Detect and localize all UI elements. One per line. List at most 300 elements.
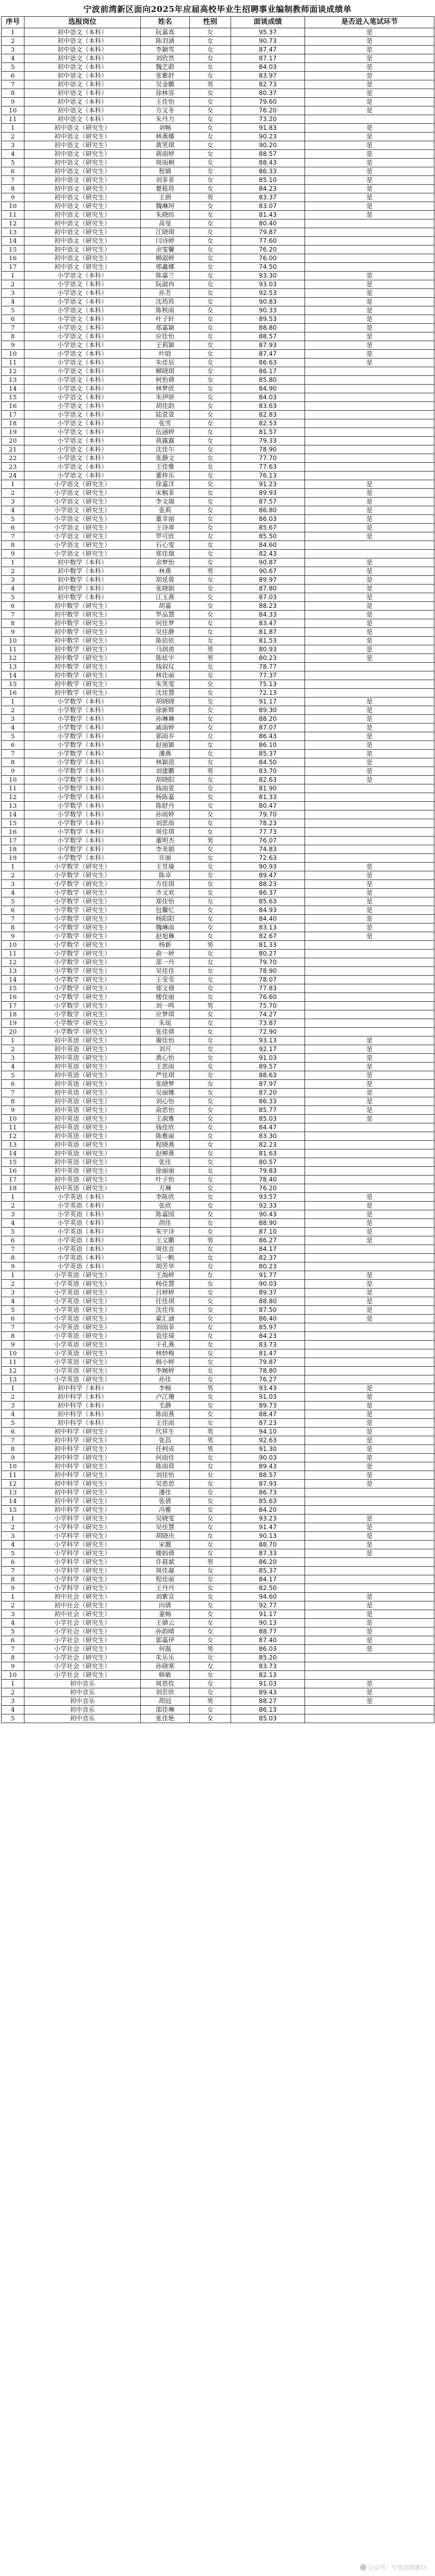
cell-name: 何雨佳: [141, 1454, 190, 1462]
cell-gender: 女: [190, 1219, 231, 1228]
cell-index: 23: [2, 463, 24, 472]
cell-post: 初中英语（研究生）: [24, 1071, 141, 1080]
cell-gender: 女: [190, 428, 231, 437]
cell-post: 小学语文（本科）: [24, 280, 141, 289]
cell-written-exam: 是: [305, 332, 434, 341]
cell-name: 王朗: [141, 193, 190, 202]
cell-name: 胡晓庆: [141, 1532, 190, 1541]
table-row: [2, 463, 434, 472]
cell-written-exam: 是: [305, 159, 434, 167]
cell-index: 10: [2, 350, 24, 359]
cell-index: 10: [2, 1462, 24, 1471]
cell-score: 85.63: [231, 1497, 305, 1506]
cell-written-exam: 是: [305, 558, 434, 567]
cell-name: 张佳: [141, 1158, 190, 1167]
cell-score: 85.97: [231, 1323, 305, 1332]
cell-gender: 女: [190, 915, 231, 923]
table-row: [2, 1714, 434, 1723]
cell-gender: 女: [190, 498, 231, 506]
cell-score: 88.43: [231, 159, 305, 167]
cell-post: 小学语文（研究生）: [24, 489, 141, 498]
cell-score: 91.23: [231, 480, 305, 489]
table-row: [2, 185, 434, 193]
table-row: [2, 1636, 434, 1645]
cell-index: 1: [2, 698, 24, 706]
cell-written-exam: 是: [305, 1036, 434, 1045]
cell-gender: 女: [190, 1628, 231, 1636]
table-row: [2, 1523, 434, 1532]
cell-name: 魏艺蔚: [141, 63, 190, 72]
cell-name: 周佳琪: [141, 828, 190, 837]
cell-name: 孙芳: [141, 289, 190, 298]
cell-name: 刘雨菲: [141, 1323, 190, 1332]
cell-gender: 女: [190, 863, 231, 871]
cell-written-exam: 是: [305, 1097, 434, 1106]
cell-index: 11: [2, 1471, 24, 1480]
cell-index: 7: [2, 1436, 24, 1445]
cell-written-exam: 是: [305, 932, 434, 941]
cell-index: 14: [2, 811, 24, 819]
table-row: [2, 1010, 434, 1019]
cell-written-exam: 是: [305, 1593, 434, 1601]
cell-name: 张紫舒: [141, 72, 190, 80]
cell-post: 初中语文（本科）: [24, 98, 141, 106]
cell-gender: 女: [190, 1280, 231, 1289]
cell-post: 小学英语（本科）: [24, 1219, 141, 1228]
cell-gender: 女: [190, 341, 231, 350]
table-row: [2, 1297, 434, 1306]
cell-index: 5: [2, 1419, 24, 1428]
cell-written-exam: [305, 689, 434, 698]
cell-gender: 女: [190, 1089, 231, 1097]
cell-written-exam: 是: [305, 1402, 434, 1410]
cell-written-exam: [305, 1367, 434, 1375]
table-row: [2, 193, 434, 202]
cell-score: 88.63: [231, 1071, 305, 1080]
cell-score: 79.70: [231, 958, 305, 967]
cell-index: 11: [2, 1358, 24, 1367]
document-title: 宁波前湾新区面向2025年应届高校毕业生招聘事业编制教师面谈成绩单: [83, 4, 352, 14]
cell-gender: 女: [190, 1115, 231, 1123]
cell-post: 小学数学（本科）: [24, 750, 141, 758]
cell-gender: 女: [190, 124, 231, 133]
cell-score: 91.03: [231, 1680, 305, 1688]
cell-post: 小学数学（研究生）: [24, 889, 141, 897]
cell-post: 小学数学（研究生）: [24, 923, 141, 932]
table-row: [2, 72, 434, 80]
cell-index: 1: [2, 1680, 24, 1688]
cell-post: 小学语文（本科）: [24, 454, 141, 463]
cell-score: 86.10: [231, 741, 305, 750]
cell-index: 13: [2, 802, 24, 811]
cell-written-exam: [305, 802, 434, 811]
cell-post: 初中科学（研究生）: [24, 1488, 141, 1497]
cell-written-exam: 是: [305, 1549, 434, 1558]
cell-gender: 女: [190, 1289, 231, 1297]
cell-post: 初中数学（本科）: [24, 585, 141, 593]
cell-index: 13: [2, 1488, 24, 1497]
table-row: [2, 1645, 434, 1654]
cell-name: 张莉: [141, 506, 190, 515]
cell-gender: 女: [190, 1619, 231, 1628]
cell-score: 73.87: [231, 1019, 305, 1028]
cell-index: 5: [2, 897, 24, 906]
table-header: [2, 17, 434, 28]
table-row: [2, 880, 434, 889]
cell-index: 8: [2, 185, 24, 193]
cell-gender: 男: [190, 837, 231, 845]
cell-index: 3: [2, 1402, 24, 1410]
cell-post: 小学数学（本科）: [24, 819, 141, 828]
cell-index: 2: [2, 37, 24, 46]
table-row: [2, 871, 434, 880]
cell-name: 孙佳: [141, 1375, 190, 1384]
cell-name: 何磊: [141, 1645, 190, 1654]
cell-name: 刘菲菲: [141, 176, 190, 185]
cell-index: 9: [2, 341, 24, 350]
table-row: [2, 1402, 434, 1410]
cell-post: 小学英语（本科）: [24, 1202, 141, 1210]
cell-score: 84.33: [231, 611, 305, 619]
cell-index: 3: [2, 46, 24, 54]
cell-score: 87.23: [231, 1419, 305, 1428]
cell-score: 80.40: [231, 219, 305, 228]
table-row: [2, 637, 434, 645]
cell-written-exam: [305, 1375, 434, 1384]
cell-gender: 女: [190, 819, 231, 828]
cell-score: 95.37: [231, 28, 305, 37]
cell-post: 小学社会（研究生）: [24, 1619, 141, 1628]
cell-score: 87.93: [231, 1480, 305, 1488]
cell-post: 小学数学（本科）: [24, 706, 141, 715]
cell-written-exam: 是: [305, 645, 434, 654]
cell-name: 宋枫菲: [141, 489, 190, 498]
cell-index: 6: [2, 1558, 24, 1567]
cell-gender: 女: [190, 593, 231, 602]
cell-gender: 女: [190, 445, 231, 454]
cell-gender: 女: [190, 89, 231, 98]
cell-score: 84.17: [231, 1245, 305, 1254]
cell-gender: 女: [190, 628, 231, 637]
cell-name: 罗可欣: [141, 532, 190, 541]
table-row: [2, 1367, 434, 1375]
cell-score: 81.90: [231, 784, 305, 793]
cell-gender: 女: [190, 1297, 231, 1306]
cell-written-exam: 是: [305, 698, 434, 706]
cell-gender: 女: [190, 906, 231, 915]
cell-index: 3: [2, 498, 24, 506]
cell-post: 初中英语（研究生）: [24, 1184, 141, 1193]
cell-name: 吕婷婷: [141, 1289, 190, 1297]
cell-score: 90.83: [231, 298, 305, 306]
table-row: [2, 558, 434, 567]
cell-index: 9: [2, 1662, 24, 1671]
cell-written-exam: [305, 237, 434, 246]
cell-post: 小学语文（本科）: [24, 289, 141, 298]
cell-index: 16: [2, 1167, 24, 1176]
cell-gender: 女: [190, 758, 231, 767]
cell-written-exam: 是: [305, 193, 434, 202]
cell-index: 5: [2, 593, 24, 602]
cell-gender: 女: [190, 741, 231, 750]
cell-score: 89.47: [231, 871, 305, 880]
table-row: [2, 1184, 434, 1193]
cell-gender: 女: [190, 1584, 231, 1593]
cell-score: 88.57: [231, 332, 305, 341]
cell-written-exam: [305, 1341, 434, 1349]
cell-post: 小学语文（本科）: [24, 306, 141, 315]
cell-written-exam: 是: [305, 767, 434, 776]
cell-written-exam: 是: [305, 1454, 434, 1462]
cell-name: 刘心怡: [141, 1097, 190, 1106]
cell-post: 初中语文（研究生）: [24, 124, 141, 133]
cell-score: 86.40: [231, 1315, 305, 1323]
cell-name: 任柯成: [141, 1445, 190, 1454]
cell-index: 6: [2, 1080, 24, 1089]
cell-name: 张静文: [141, 454, 190, 463]
cell-score: 87.93: [231, 341, 305, 350]
cell-name: 朱晓纺: [141, 211, 190, 219]
cell-gender: 女: [190, 784, 231, 793]
cell-index: 10: [2, 106, 24, 115]
cell-index: 8: [2, 541, 24, 550]
cell-written-exam: [305, 967, 434, 976]
cell-index: 6: [2, 1315, 24, 1323]
cell-gender: 女: [190, 515, 231, 524]
cell-name: 任佳琪: [141, 1297, 190, 1306]
cell-name: 吴佳佳: [141, 967, 190, 976]
cell-index: 4: [2, 298, 24, 306]
cell-index: 2: [2, 871, 24, 880]
cell-index: 11: [2, 115, 24, 124]
cell-score: 77.73: [231, 828, 305, 837]
cell-written-exam: [305, 828, 434, 837]
cell-index: 2: [2, 1280, 24, 1289]
cell-post: 小学数学（本科）: [24, 802, 141, 811]
cell-gender: 女: [190, 1671, 231, 1680]
cell-name: 张佳艳: [141, 1714, 190, 1723]
cell-index: 9: [2, 550, 24, 558]
table-row: [2, 54, 434, 63]
cell-written-exam: 是: [305, 506, 434, 515]
cell-written-exam: 是: [305, 489, 434, 498]
cell-gender: 女: [190, 750, 231, 758]
cell-index: 1: [2, 28, 24, 37]
cell-index: 4: [2, 54, 24, 63]
table-row: [2, 1071, 434, 1080]
table-row: [2, 1289, 434, 1297]
cell-post: 小学英语（研究生）: [24, 1289, 141, 1297]
cell-index: 7: [2, 176, 24, 185]
cell-score: 76.60: [231, 993, 305, 1002]
cell-written-exam: 是: [305, 1210, 434, 1219]
table-row: [2, 63, 434, 72]
cell-post: 小学英语（研究生）: [24, 1297, 141, 1306]
cell-name: 朱瑶: [141, 1019, 190, 1028]
cell-gender: 女: [190, 1488, 231, 1497]
cell-index: 2: [2, 706, 24, 715]
cell-gender: 女: [190, 776, 231, 784]
cell-gender: 男: [190, 1002, 231, 1010]
cell-index: 17: [2, 1002, 24, 1010]
cell-written-exam: [305, 263, 434, 272]
cell-written-exam: 是: [305, 1202, 434, 1210]
cell-index: 10: [2, 202, 24, 211]
cell-index: 1: [2, 1271, 24, 1280]
cell-name: 吴丽娜: [141, 1089, 190, 1097]
cell-name: 俞思怡: [141, 1106, 190, 1115]
cell-gender: 女: [190, 1419, 231, 1428]
cell-score: 86.33: [231, 167, 305, 176]
cell-post: 小学语文（本科）: [24, 437, 141, 445]
cell-written-exam: 是: [305, 1628, 434, 1636]
table-row: [2, 732, 434, 741]
cell-post: 小学数学（本科）: [24, 767, 141, 776]
cell-gender: 女: [190, 976, 231, 984]
cell-gender: 男: [190, 80, 231, 89]
cell-post: 初中科学（本科）: [24, 1410, 141, 1419]
table-row: [2, 106, 434, 115]
cell-name: 郑嘉颖: [141, 324, 190, 332]
cell-post: 初中社会（研究生）: [24, 1610, 141, 1619]
cell-index: 16: [2, 254, 24, 263]
cell-gender: 女: [190, 228, 231, 237]
cell-post: 初中数学（研究生）: [24, 689, 141, 698]
watermark: [360, 2563, 428, 2572]
cell-gender: 女: [190, 1341, 231, 1349]
cell-name: 方文冬: [141, 106, 190, 115]
cell-post: 小学语文（本科）: [24, 428, 141, 437]
cell-written-exam: 是: [305, 1428, 434, 1436]
cell-post: 小学语文（研究生）: [24, 541, 141, 550]
cell-index: 7: [2, 915, 24, 923]
cell-gender: 女: [190, 663, 231, 671]
cell-written-exam: [305, 845, 434, 854]
cell-score: 88.80: [231, 324, 305, 332]
table-row: [2, 472, 434, 480]
cell-name: 王丹丹: [141, 1584, 190, 1593]
cell-name: 邢鑫娜: [141, 263, 190, 272]
cell-written-exam: 是: [305, 863, 434, 871]
cell-gender: 女: [190, 315, 231, 324]
cell-written-exam: [305, 1245, 434, 1254]
cell-written-exam: 是: [305, 1384, 434, 1393]
cell-name: 阮嘉真: [141, 28, 190, 37]
cell-name: 吴晓雯: [141, 1515, 190, 1523]
table-row: [2, 663, 434, 671]
cell-score: 78.07: [231, 976, 305, 984]
cell-post: 初中语文（本科）: [24, 46, 141, 54]
cell-gender: 女: [190, 272, 231, 280]
cell-index: 12: [2, 1367, 24, 1375]
cell-gender: 男: [190, 1645, 231, 1654]
cell-gender: 女: [190, 1315, 231, 1323]
cell-written-exam: 是: [305, 611, 434, 619]
table-row: [2, 359, 434, 367]
table-row: [2, 1575, 434, 1584]
cell-index: 19: [2, 428, 24, 437]
cell-written-exam: 是: [305, 915, 434, 923]
table-row: [2, 1262, 434, 1271]
cell-gender: 女: [190, 1184, 231, 1193]
cell-gender: 女: [190, 671, 231, 680]
cell-post: 初中英语（研究生）: [24, 1080, 141, 1089]
cell-index: 11: [2, 784, 24, 793]
cell-score: 91.30: [231, 1445, 305, 1454]
cell-name: 刘思雨: [141, 819, 190, 828]
cell-gender: 男: [190, 567, 231, 576]
cell-written-exam: 是: [305, 758, 434, 767]
cell-gender: 女: [190, 1454, 231, 1462]
cell-index: 6: [2, 1636, 24, 1645]
cell-score: 85.63: [231, 897, 305, 906]
cell-written-exam: 是: [305, 150, 434, 159]
cell-name: 吴佳静: [141, 628, 190, 637]
cell-post: 小学语文（本科）: [24, 341, 141, 350]
cell-score: 79.87: [231, 228, 305, 237]
table-row: [2, 1506, 434, 1515]
cell-gender: 女: [190, 1358, 231, 1367]
cell-index: 13: [2, 376, 24, 385]
cell-name: 李文瑞: [141, 498, 190, 506]
cell-score: 85.20: [231, 1654, 305, 1662]
table-row: [2, 1254, 434, 1262]
table-row: [2, 698, 434, 706]
table-row: [2, 828, 434, 837]
cell-gender: 男: [190, 193, 231, 202]
cell-score: 77.37: [231, 671, 305, 680]
cell-index: 10: [2, 1115, 24, 1123]
cell-name: 张倩: [141, 1497, 190, 1506]
cell-gender: 女: [190, 1010, 231, 1019]
table-row: [2, 1271, 434, 1280]
cell-written-exam: 是: [305, 732, 434, 741]
cell-post: 小学数学（本科）: [24, 845, 141, 854]
cell-index: 8: [2, 89, 24, 98]
cell-gender: 女: [190, 246, 231, 254]
cell-gender: 女: [190, 1662, 231, 1671]
cell-index: 4: [2, 150, 24, 159]
cell-post: 初中科学（研究生）: [24, 1506, 141, 1515]
cell-score: 76.27: [231, 1375, 305, 1384]
cell-name: 胡佳: [141, 1219, 190, 1228]
cell-name: 刘月: [141, 1045, 190, 1054]
cell-written-exam: 是: [305, 1532, 434, 1541]
cell-written-exam: 是: [305, 1462, 434, 1471]
cell-written-exam: 是: [305, 889, 434, 897]
cell-score: 87.17: [231, 54, 305, 63]
cell-gender: 女: [190, 1228, 231, 1236]
cell-post: 初中语文（本科）: [24, 63, 141, 72]
cell-gender: 女: [190, 411, 231, 419]
cell-name: 沈筠筠: [141, 298, 190, 306]
cell-index: 6: [2, 72, 24, 80]
cell-gender: 女: [190, 1541, 231, 1549]
cell-name: 徐新辉: [141, 706, 190, 715]
cell-post: 小学英语（研究生）: [24, 1367, 141, 1375]
cell-score: 90.43: [231, 1210, 305, 1219]
cell-post: 小学数学（本科）: [24, 837, 141, 845]
cell-gender: 女: [190, 1462, 231, 1471]
cell-score: 81.47: [231, 1349, 305, 1358]
cell-gender: 女: [190, 1071, 231, 1080]
cell-gender: 女: [190, 602, 231, 611]
cell-name: 谢佳怡: [141, 1036, 190, 1045]
cell-name: 陈羽涵: [141, 37, 190, 46]
cell-index: 6: [2, 741, 24, 750]
table-row: [2, 167, 434, 176]
cell-index: 14: [2, 1149, 24, 1158]
